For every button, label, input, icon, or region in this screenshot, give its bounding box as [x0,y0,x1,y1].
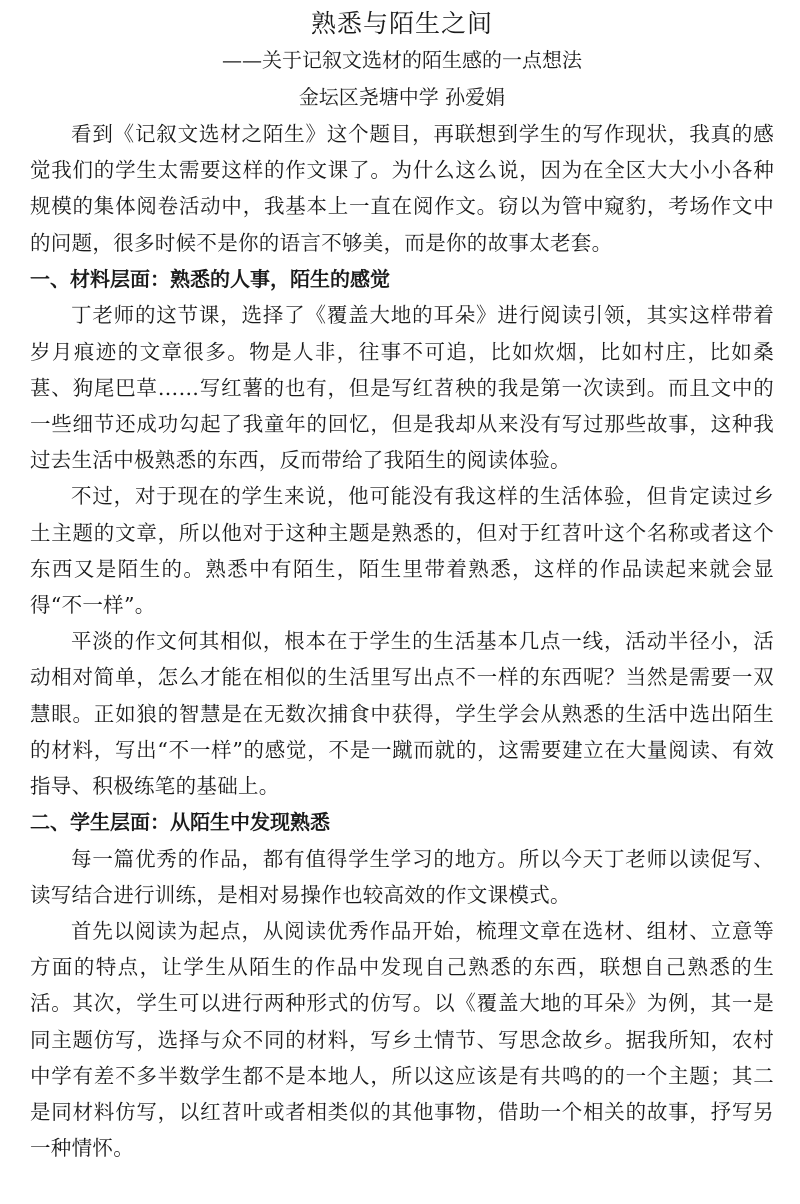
author-line: 金坛区尧塘中学 孙爱娟 [298,85,506,109]
paragraph: 丁老师的这节课，选择了《覆盖大地的耳朵》进行阅读引领，其实这样带着岁月痕迹的文章很多。物是人非，往事不可追，比如炊烟，比如村庄，比如桑葚、狗尾巴草……写红薯的也有，但是写红苕秧的我是第一次读到。而且文中的一些细节还成功勾起了我童年的回忆，但是我却从来没有写过那些故事，这种我过去生活中极熟悉的东西，反而带给了我陌生的阅读体验。 [30,303,774,473]
section-heading-student: 二、学生层面：从陌生中发现熟悉 [30,810,330,835]
intro-paragraph: 看到《记叙文选材之陌生》这个题目，再联想到学生的写作现状，我真的感觉我们的学生太需要这样的作文课了。为什么这么说，因为在全区大大小小各种规模的集体阅卷活动中，我基本上一直在阅作文。窃以为管中窥豹，考场作文中的问题，很多时候不是你的语言不够美，而是你的故事太老套。 [30,122,774,255]
paragraph: 不过，对于现在的学生来说，他可能没有我这样的生活体验，但肯定读过乡土主题的文章，所以他对于这种主题是熟悉的，但对于红苕叶这个名称或者这个东西又是陌生的。熟悉中有陌生，陌生里带着熟悉，这样的作品读起来就会显得“不一样”。 [30,484,774,617]
section-heading-material: 一、材料层面：熟悉的人事，陌生的感觉 [30,266,390,291]
subtitle: ——关于记叙文选材的陌生感的一点想法 [222,48,582,72]
paragraph: 首先以阅读为起点，从阅读优秀作品开始，梳理文章在选材、组材、立意等方面的特点，让学生从陌生的作品中发现自己熟悉的东西，联想自己熟悉的生活。其次，学生可以进行两种形式的仿写。以《覆盖大地的耳朵》为例，其一是同主题仿写，选择与众不同的材料，写乡土情节、写思念故乡。据我所知，农村中学有差不多半数学生都不是本地人，所以这应该是有共鸣的的一个主题；其二是同材料仿写，以红苕叶或者相类似的其他事物，借助一个相关的故事，抒写另一种情怀。 [30,919,774,1161]
paragraph: 平淡的作文何其相似，根本在于学生的生活基本几点一线，活动半径小，活动相对简单，怎么才能在相似的生活里写出点不一样的东西呢？当然是需要一双慧眼。正如狼的智慧是在无数次捕食中获得，学生学会从熟悉的生活中选出陌生的材料，写出“不一样”的感觉，不是一蹴而就的，这需要建立在大量阅读、有效指导、积极练笔的基础上。 [30,629,774,798]
page-title: 熟悉与陌生之间 [310,9,493,38]
paragraph: 每一篇优秀的作品，都有值得学生学习的地方。所以今天丁老师以读促写、读写结合进行训练，是相对易操作也较高效的作文课模式。 [30,846,774,907]
